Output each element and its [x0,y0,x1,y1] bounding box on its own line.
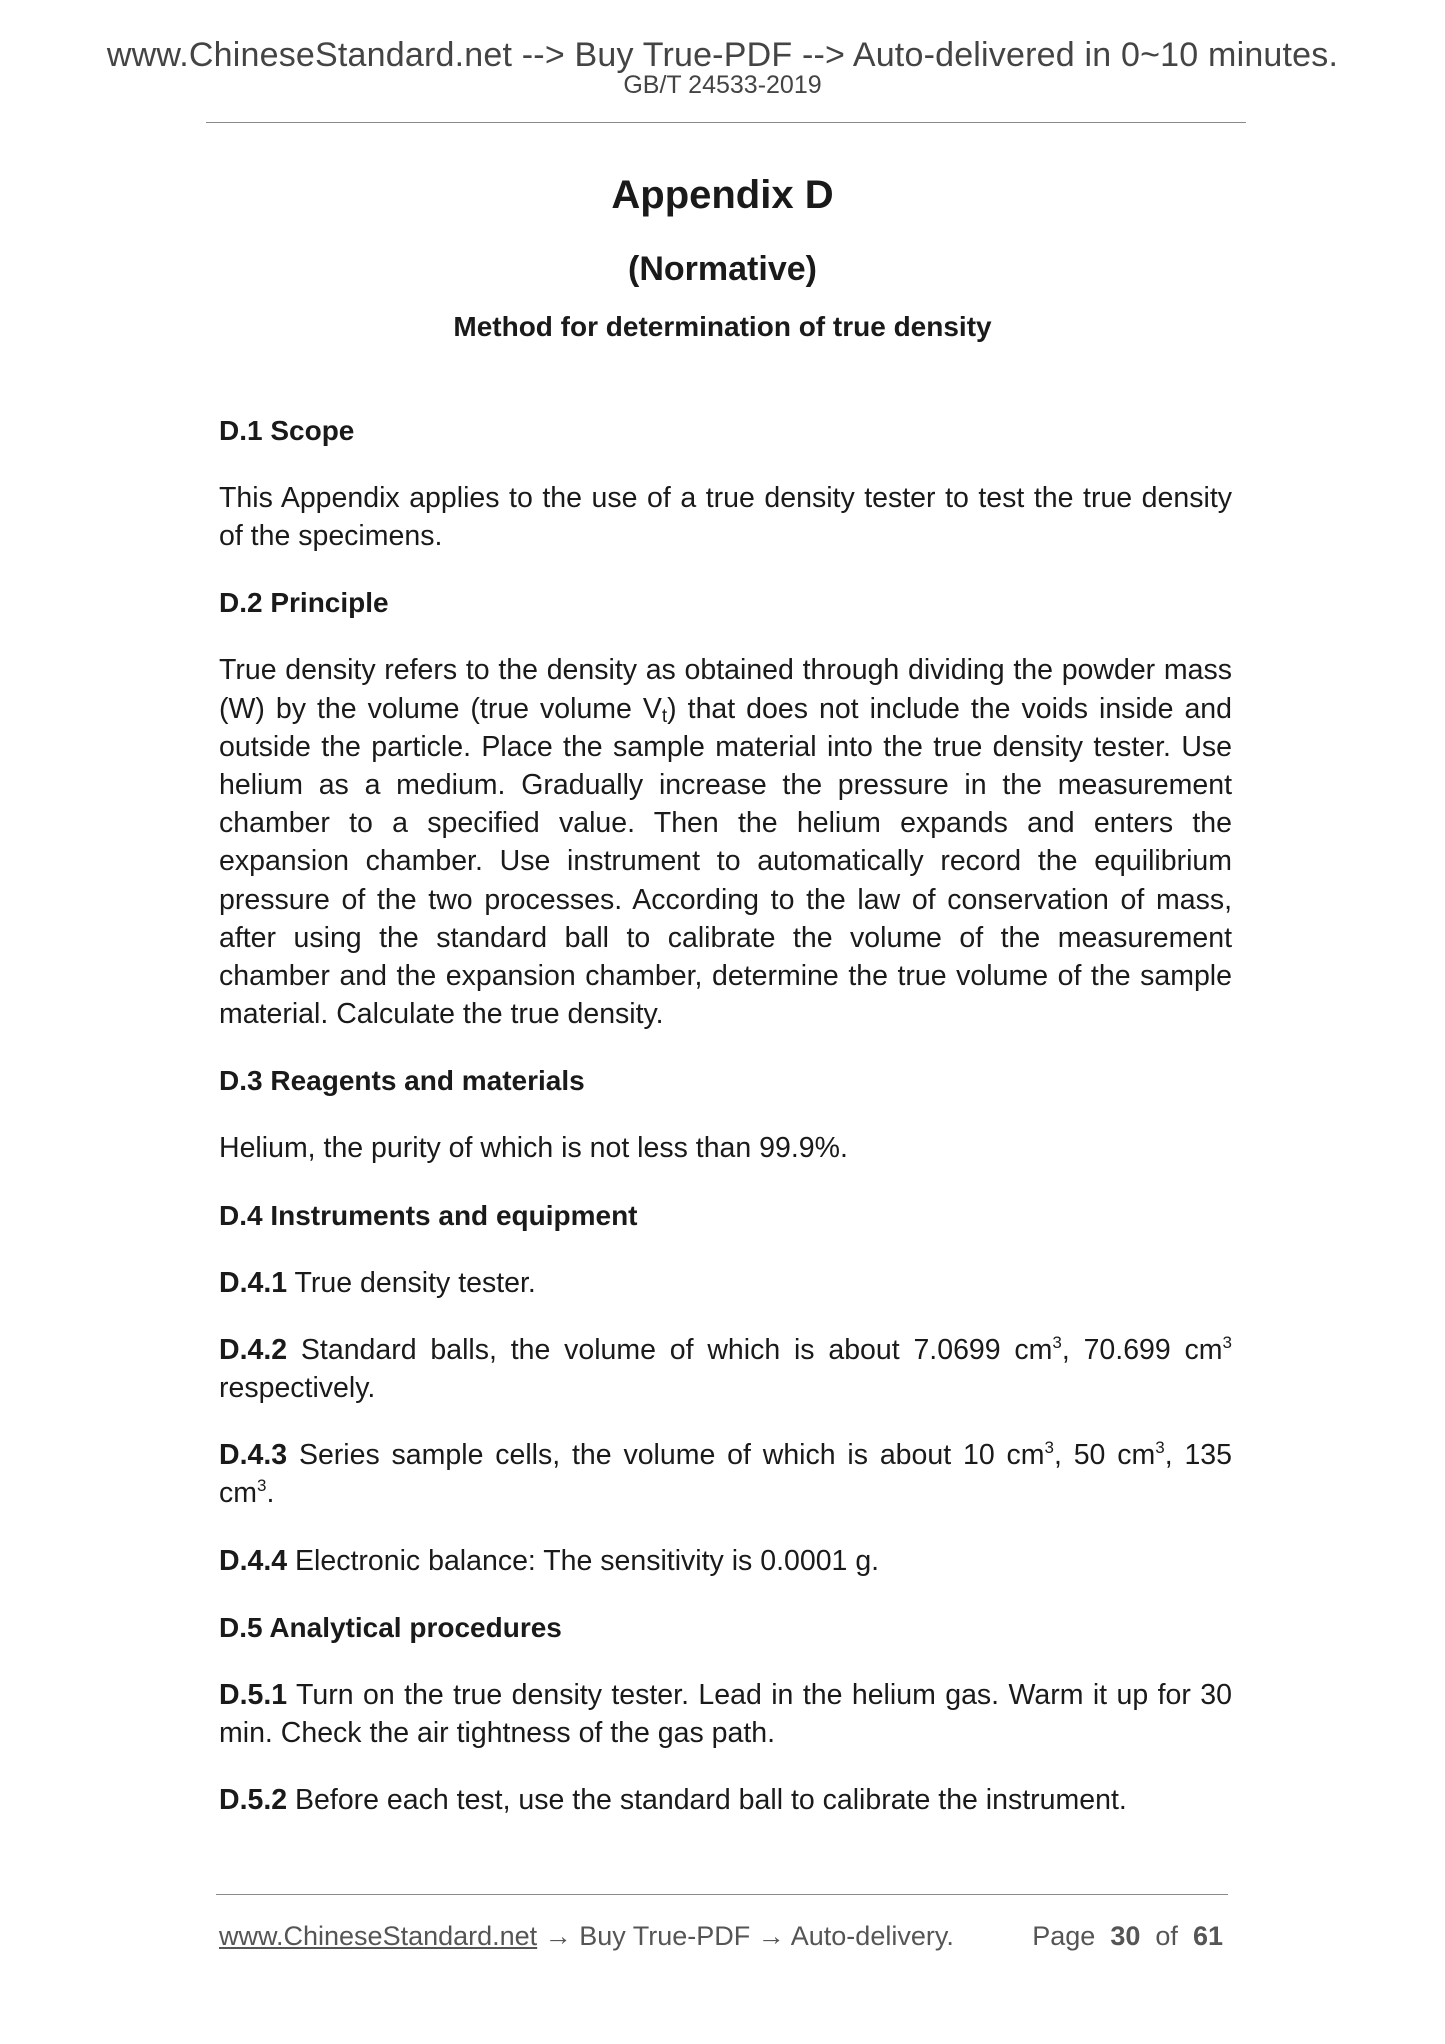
standard-code: GB/T 24533-2019 [623,71,822,99]
clause-d52 [219,1781,1232,1819]
principle-text-b: ) that does not include the voids inside and outside the particle. Place the sample material into the true density tester. Use helium as a medium. Gradually increase the pressure in the measurement chamber to a specified value. Then the helium expands and enters the expansion chamber. Use instrument to automatically record the equilibrium pressure of the two processes. According to the law of conservation of mass, after using the standard ball to calibrate the volume of the measurement chamber and the expansion chamber, determine the true volume of the sample material. Calculate the true density. [219,692,1233,1031]
clause-text: , 50 cm [1053,1439,1156,1472]
footer-links [219,1920,954,1952]
clause-text: Before each test, use the standard ball to calibrate the instrument. [287,1784,1127,1817]
document-body [219,412,1232,1848]
header-divider [206,122,1246,123]
section-heading-procedures: D.5 Analytical procedures [219,1611,562,1643]
page-number [1032,1920,1223,1952]
clause-text: , 70.699 cm [1061,1333,1223,1366]
of-label: of [1155,1921,1178,1951]
footer-buy-text: Buy True-PDF [579,1921,751,1951]
clause-d41 [219,1264,1232,1302]
clause-text: True density tester. [287,1266,536,1299]
clause-text: Turn on the true density tester. Lead in the helium gas. Warm it up for 30 min. Check the air tightness of the gas path. [219,1678,1232,1750]
reagents-paragraph: Helium, the purity of which is not less than 99.9%. [219,1132,848,1165]
footer-delivery-text: Auto-delivery. [790,1921,954,1951]
clause-d42 [219,1331,1232,1407]
header-banner: www.ChineseStandard.net --> Buy True-PDF --> Auto-delivered in 0~10 minutes. [106,36,1339,74]
clause-d43 [219,1436,1232,1512]
superscript-3: 3 [257,1476,267,1496]
section-heading-scope: D.1 Scope [219,415,355,446]
clause-text: , 135 cm [219,1439,1232,1510]
principle-paragraph [219,651,1232,1033]
total-pages: 61 [1192,1921,1223,1951]
clause-number: D.4.1 [219,1266,288,1299]
footer-site-link[interactable]: www.ChineseStandard.net [219,1921,538,1951]
superscript-3: 3 [1052,1332,1062,1352]
true-volume-subscript: t [661,705,668,727]
scope-paragraph: This Appendix applies to the use of a true density tester to test the true density of the specimens. [219,482,1232,553]
appendix-normative-label: (Normative) [628,250,817,288]
arrow-icon: → [750,1921,791,1951]
section-heading-principle: D.2 Principle [219,587,389,619]
appendix-title: Appendix D [611,173,834,217]
footer-divider [216,1894,1228,1895]
page-label: Page [1032,1921,1096,1951]
current-page: 30 [1110,1921,1141,1951]
section-heading-reagents: D.3 Reagents and materials [219,1065,585,1097]
principle-text-a: True density refers to the density as obtained through dividing the powder mass (W) by the volume (true volume V [219,654,1232,725]
clause-d51 [219,1676,1232,1752]
clause-number: D.4.4 [219,1544,288,1577]
clause-number: D.4.2 [219,1333,288,1366]
clause-d44 [219,1542,1232,1580]
clause-text: . [266,1477,275,1510]
superscript-3: 3 [1222,1332,1232,1352]
clause-number: D.5.2 [219,1784,288,1817]
arrow-icon: → [537,1921,580,1951]
clause-text: Electronic balance: The sensitivity is 0.0001 g. [287,1544,880,1577]
clause-text: Standard balls, the volume of which is about 7.0699 cm [287,1333,1053,1366]
section-heading-instruments: D.4 Instruments and equipment [219,1199,638,1231]
superscript-3: 3 [1044,1438,1054,1458]
clause-number: D.5.1 [219,1678,288,1711]
superscript-3: 3 [1155,1438,1165,1458]
clause-text: Series sample cells, the volume of which is about 10 cm [287,1439,1045,1472]
clause-text: respectively. [219,1372,376,1405]
appendix-method-title: Method for determination of true density [453,311,992,342]
clause-number: D.4.3 [219,1439,288,1472]
